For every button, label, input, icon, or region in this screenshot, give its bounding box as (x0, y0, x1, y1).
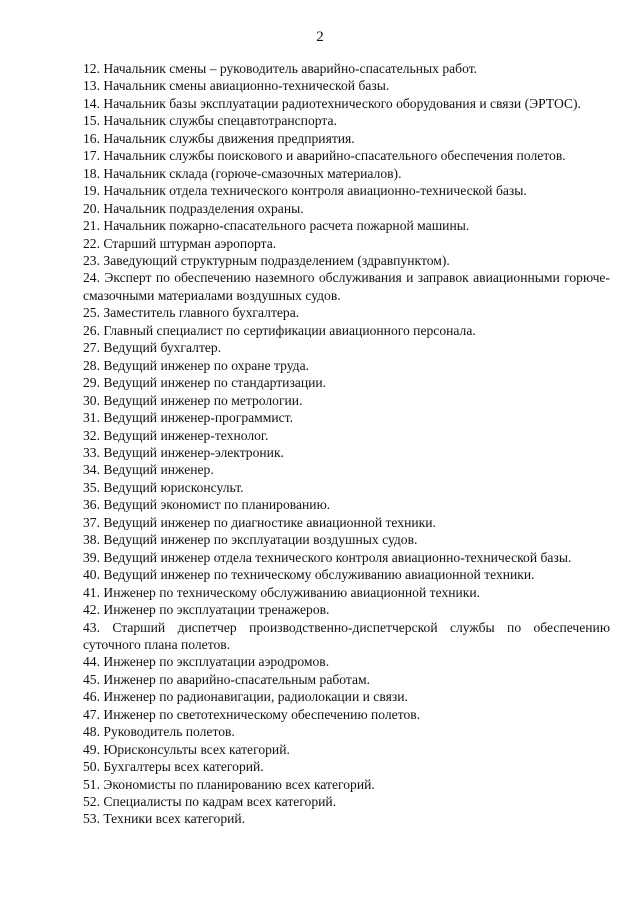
list-item: 52. Специалисты по кадрам всех категорий. (83, 794, 337, 810)
list-item: 14. Начальник базы эксплуатации радиотехнического оборудования и связи (ЭРТОС). (83, 95, 581, 111)
list-item: 24. Эксперт по обеспечению наземного обслуживания и заправок авиационными горюче-смазочными материалами воздушных судов. (83, 270, 610, 303)
list-item: 19. Начальник отдела технического контроля авиационно-технической базы. (83, 183, 527, 199)
list-item: 28. Ведущий инженер по охране труда. (83, 357, 310, 373)
list-item: 33. Ведущий инженер-электроник. (83, 444, 284, 460)
list-item: 50. Бухгалтеры всех категорий. (83, 759, 264, 775)
list-item: 47. Инженер по светотехническому обеспечению полетов. (83, 706, 421, 722)
list-item: 13. Начальник смены авиационно-технической базы. (83, 78, 390, 94)
list-item: 22. Старший штурман аэропорта. (83, 235, 277, 251)
list-item: 37. Ведущий инженер по диагностике авиационной техники. (83, 514, 436, 530)
list-item: 38. Ведущий инженер по эксплуатации воздушных судов. (83, 532, 418, 548)
list-item: 49. Юрисконсульты всех категорий. (83, 741, 290, 757)
list-item: 34. Ведущий инженер. (83, 462, 214, 478)
list-item: 31. Ведущий инженер-программист. (83, 410, 293, 426)
page-number: 2 (316, 29, 324, 45)
list-item: 35. Ведущий юрисконсульт. (83, 479, 244, 495)
list-item: 39. Ведущий инженер отдела технического контроля авиационно-технической базы. (83, 549, 572, 565)
list-item: 30. Ведущий инженер по метрологии. (83, 392, 303, 408)
list-item: 16. Начальник службы движения предприятия. (83, 130, 355, 146)
list-item: 53. Техники всех категорий. (83, 811, 246, 827)
list-item: 29. Ведущий инженер по стандартизации. (83, 375, 327, 391)
list-item: 32. Ведущий инженер-технолог. (83, 427, 269, 443)
list-item: 20. Начальник подразделения охраны. (83, 200, 304, 216)
list-item: 27. Ведущий бухгалтер. (83, 340, 222, 356)
list-item: 23. Заведующий структурным подразделением (здравпунктом). (83, 252, 450, 268)
position-list (83, 60, 610, 828)
list-item: 26. Главный специалист по сертификации авиационного персонала. (83, 322, 476, 338)
list-item: 42. Инженер по эксплуатации тренажеров. (83, 602, 330, 618)
list-item: 43. Старший диспетчер производственно-диспетчерской службы по обеспечению суточного плана полетов. (83, 619, 610, 652)
list-item: 44. Инженер по эксплуатации аэродромов. (83, 654, 330, 670)
list-item: 18. Начальник склада (горюче-смазочных материалов). (83, 165, 402, 181)
list-item: 46. Инженер по радионавигации, радиолокации и связи. (83, 689, 408, 705)
list-item: 40. Ведущий инженер по техническому обслуживанию авиационной техники. (83, 567, 535, 583)
list-item: 36. Ведущий экономист по планированию. (83, 497, 331, 513)
list-item: 17. Начальник службы поискового и аварийно-спасательного обеспечения полетов. (83, 148, 566, 164)
list-item: 48. Руководитель полетов. (83, 724, 235, 740)
list-item: 21. Начальник пожарно-спасательного расчета пожарной машины. (83, 218, 470, 234)
list-item: 51. Экономисты по планированию всех категорий. (83, 776, 375, 792)
list-item: 25. Заместитель главного бухгалтера. (83, 305, 300, 321)
list-item: 45. Инженер по аварийно-спасательным работам. (83, 671, 371, 687)
list-item: 12. Начальник смены – руководитель аварийно-спасательных работ. (83, 61, 478, 76)
list-item: 15. Начальник службы спецавтотранспорта. (83, 113, 337, 129)
list-item: 41. Инженер по техническому обслуживанию авиационной техники. (83, 584, 481, 600)
